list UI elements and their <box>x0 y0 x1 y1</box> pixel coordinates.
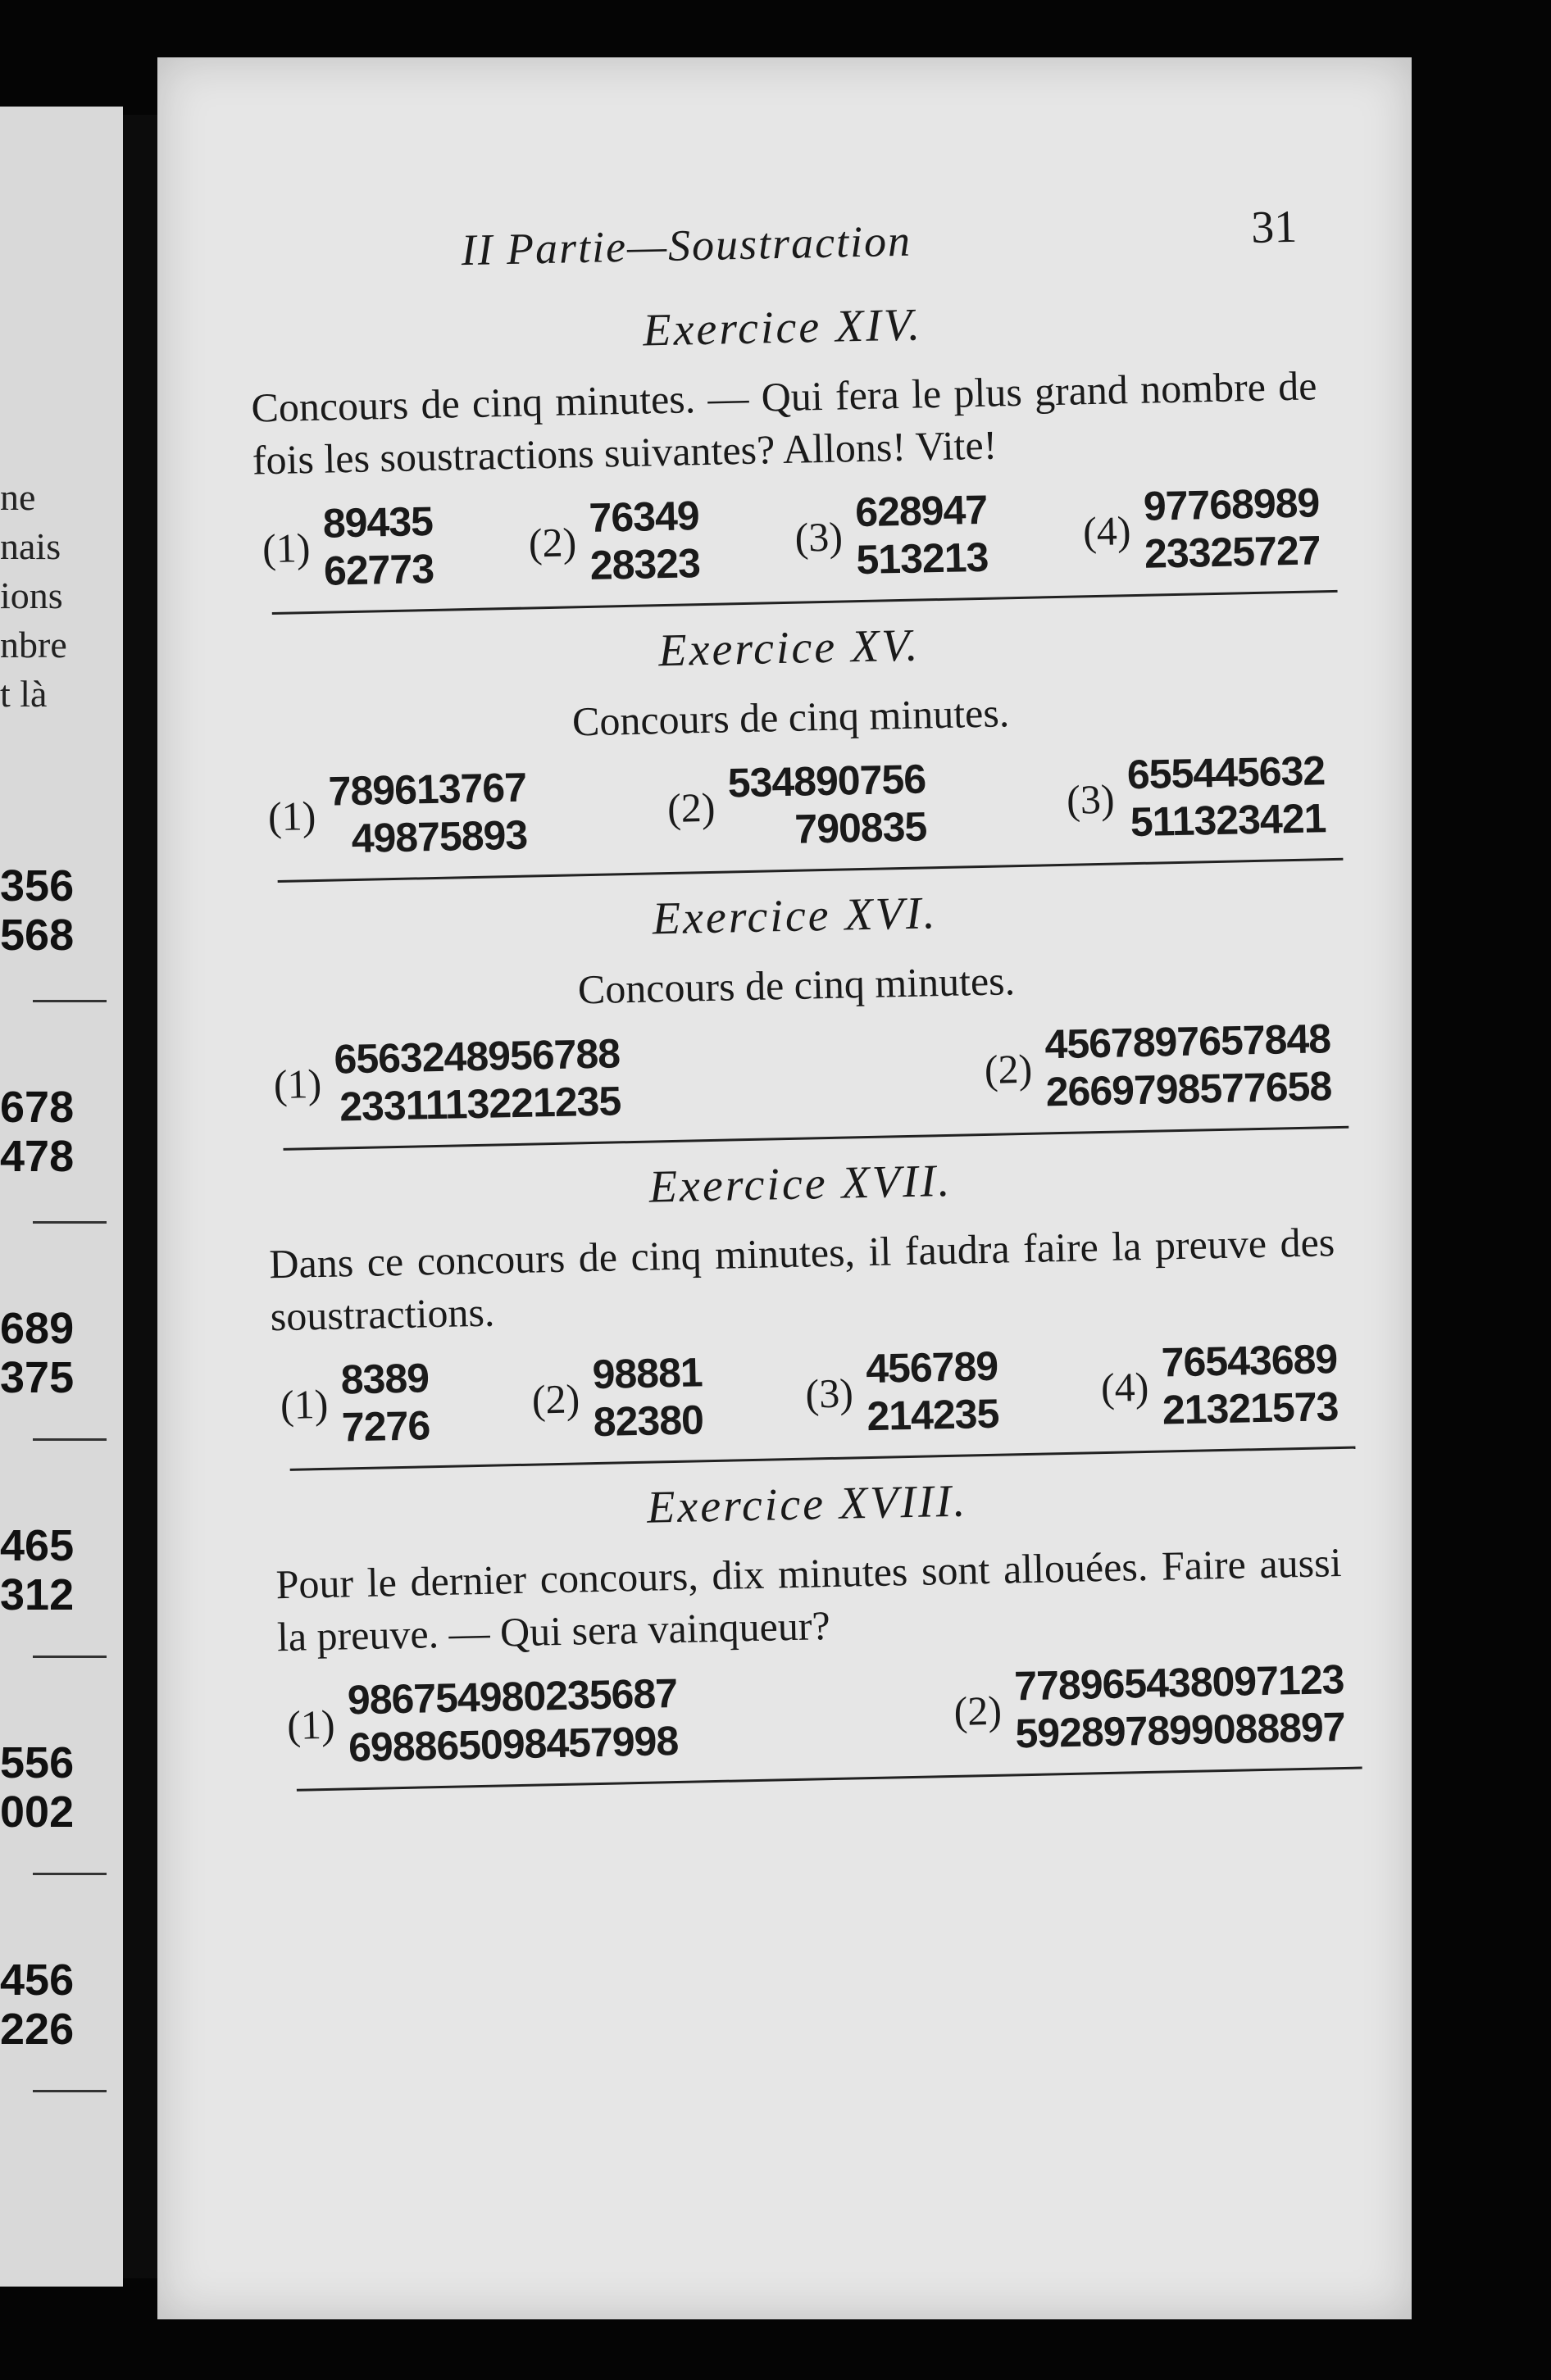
minuend: 89435 <box>322 497 434 547</box>
section-rule <box>290 1447 1356 1471</box>
left-text-fragment: nbre <box>0 624 67 665</box>
exercise-xiv <box>233 290 1337 615</box>
subtrahend: 790835 <box>794 803 927 852</box>
subtrahend: 513213 <box>855 534 989 584</box>
subtraction-problem <box>267 764 528 865</box>
subtraction-problem <box>666 755 927 856</box>
left-number-fragment: 568 <box>0 911 75 960</box>
minuend: 8389 <box>340 1355 430 1403</box>
left-page-fragment <box>0 107 123 2287</box>
problem-numbers <box>592 1348 703 1446</box>
subtraction-problem <box>953 1656 1345 1759</box>
left-number-fragment: 478 <box>0 1132 75 1181</box>
problem-label: (2) <box>953 1687 1003 1734</box>
problem-numbers <box>866 1342 999 1440</box>
problem-row <box>243 747 1343 865</box>
problem-numbers <box>1161 1335 1339 1433</box>
problem-numbers <box>322 497 434 595</box>
problem-numbers <box>727 755 927 854</box>
exercise-title: Exercice XVIII. <box>646 1475 968 1533</box>
section-rule <box>272 590 1338 615</box>
problem-label: (3) <box>804 1369 854 1417</box>
left-number-fragment: 456 <box>0 1955 75 2005</box>
left-number-fragment: 002 <box>0 1787 75 1837</box>
minuend: 76349 <box>588 493 700 541</box>
left-number-fragment: 356 <box>0 861 75 911</box>
problem-label: (3) <box>1066 775 1116 823</box>
left-rule <box>33 1438 107 1441</box>
left-text-fragment: ions <box>0 575 63 616</box>
problem-label: (2) <box>531 1375 580 1423</box>
minuend: 97768989 <box>1143 479 1320 529</box>
subtrahend: 28323 <box>589 540 701 588</box>
exercise-text: Dans ce concours de cinq minutes, il faudra faire la preuve des soustractions. <box>268 1219 1335 1340</box>
left-number-fragment: 556 <box>0 1738 75 1787</box>
exercise-text: Concours de cinq minutes. <box>571 689 1010 745</box>
subtrahend: 49875893 <box>351 811 528 862</box>
subtraction-problem <box>273 1029 621 1132</box>
subtraction-problem <box>984 1015 1332 1117</box>
subtraction-problem <box>1082 479 1321 579</box>
left-rule <box>33 1000 107 1002</box>
problem-row <box>255 1335 1355 1453</box>
left-rule <box>33 1656 107 1658</box>
problem-row <box>262 1656 1362 1774</box>
minuend: 655445632 <box>1126 747 1326 798</box>
section-rule <box>297 1767 1362 1792</box>
minuend: 986754980235687 <box>347 1670 678 1724</box>
problem-label: (4) <box>1082 507 1132 555</box>
subtraction-problem <box>1066 747 1326 847</box>
problem-label: (4) <box>1100 1363 1149 1411</box>
page-header <box>231 201 1330 295</box>
problem-label: (1) <box>280 1380 329 1428</box>
subtraction-problem <box>531 1348 704 1447</box>
problem-label: (3) <box>794 513 844 561</box>
problem-label: (1) <box>286 1701 336 1748</box>
problem-numbers <box>328 764 528 863</box>
subtrahend: 698865098457998 <box>348 1717 679 1771</box>
exercise-text: Concours de cinq minutes. <box>577 957 1016 1013</box>
left-number-fragment: 312 <box>0 1570 75 1619</box>
subtrahend: 23325727 <box>1144 527 1321 577</box>
exercise-title: Exercice XVI. <box>652 888 939 945</box>
subtraction-problem <box>1100 1335 1339 1435</box>
subtrahend: 2331113221235 <box>339 1078 621 1130</box>
minuend: 6563248956788 <box>333 1030 621 1083</box>
minuend: 456789 <box>865 1342 998 1392</box>
exercise-xvii <box>251 1147 1355 1472</box>
subtrahend: 511323421 <box>1130 795 1326 846</box>
exercise-title: Exercice XVII. <box>648 1155 953 1213</box>
left-rule <box>33 1873 107 1875</box>
subtrahend: 21321573 <box>1162 1383 1339 1433</box>
problem-numbers <box>1044 1015 1332 1115</box>
subtraction-problem <box>804 1342 999 1442</box>
subtrahend: 82380 <box>593 1397 704 1446</box>
problem-numbers <box>1014 1656 1345 1757</box>
exercise-xv <box>239 611 1343 883</box>
exercise-xviii <box>257 1467 1362 1792</box>
subtrahend: 62773 <box>323 545 434 594</box>
page-number: 31 <box>1250 201 1298 253</box>
left-number-fragment: 678 <box>0 1083 75 1132</box>
book-gutter <box>123 115 157 2278</box>
left-text-fragment: ne <box>0 476 36 518</box>
exercise-title: Exercice XV. <box>657 620 921 677</box>
minuend: 778965438097123 <box>1013 1656 1344 1710</box>
problem-label: (2) <box>984 1045 1033 1092</box>
problem-label: (1) <box>267 792 316 840</box>
left-rule <box>33 2090 107 2092</box>
left-text-fragment: t là <box>0 673 48 715</box>
subtrahend: 7276 <box>341 1402 430 1451</box>
problem-numbers <box>334 1029 621 1130</box>
minuend: 789613767 <box>328 764 527 815</box>
problem-numbers <box>347 1669 678 1771</box>
minuend: 4567897657848 <box>1044 1015 1331 1068</box>
left-text-fragment: nais <box>0 525 61 567</box>
subtrahend: 592897899088897 <box>1014 1703 1346 1757</box>
problem-numbers <box>340 1354 430 1451</box>
problem-label: (1) <box>262 525 312 572</box>
exercise-text: Pour le dernier concours, dix minutes sont allouées. Faire aussi la preuve. — Qui sera vainqueur? <box>275 1538 1342 1660</box>
problem-row <box>248 1015 1349 1133</box>
minuend: 534890756 <box>727 756 926 806</box>
subtraction-problem <box>794 486 989 585</box>
problem-numbers <box>589 492 700 589</box>
left-number-fragment: 375 <box>0 1353 75 1402</box>
subtrahend: 214235 <box>866 1390 999 1440</box>
minuend: 628947 <box>854 486 988 536</box>
book-page <box>157 57 1412 2319</box>
page-content <box>231 201 1362 1801</box>
subtraction-problem <box>286 1669 679 1773</box>
problem-row <box>237 479 1337 597</box>
exercise-title: Exercice XIV. <box>642 299 923 357</box>
running-title: II Partie—Soustraction <box>460 216 912 275</box>
problem-numbers <box>855 486 989 584</box>
left-number-fragment: 226 <box>0 2005 75 2054</box>
exercise-text: Concours de cinq minutes. — Qui fera le plus grand nombre de fois les soustractions suivantes? Allons! Vite! <box>250 362 1317 484</box>
section-rule <box>278 858 1344 883</box>
subtrahend: 2669798577658 <box>1045 1063 1332 1115</box>
problem-label: (2) <box>528 519 577 566</box>
problem-numbers <box>1143 479 1321 577</box>
problem-label: (2) <box>666 783 716 832</box>
minuend: 76543689 <box>1161 1336 1338 1386</box>
problem-label: (1) <box>273 1060 322 1108</box>
subtraction-problem <box>528 492 701 590</box>
left-number-fragment: 465 <box>0 1521 75 1570</box>
subtraction-problem <box>280 1354 430 1452</box>
problem-numbers <box>1126 747 1326 846</box>
left-rule <box>33 1221 107 1224</box>
exercise-xvi <box>245 879 1349 1151</box>
minuend: 98881 <box>592 1349 703 1398</box>
subtraction-problem <box>262 497 434 596</box>
left-number-fragment: 689 <box>0 1304 75 1353</box>
section-rule <box>283 1126 1349 1151</box>
